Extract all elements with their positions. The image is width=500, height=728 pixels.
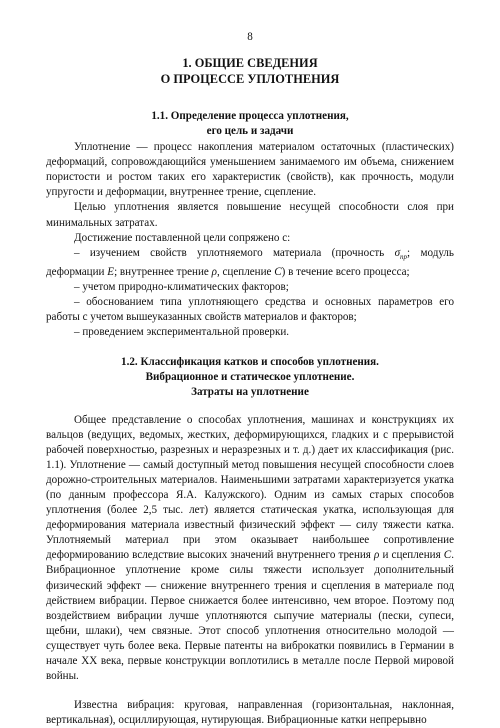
paragraph-goal: Целью уплотнения является повышение несущей способности слоя при минимальных затратах. [46,201,454,229]
list-item-experimental-check: – проведением экспериментальной проверки. [74,326,290,339]
list-item-compaction-means: – обоснованием типа уплотняющего средства и основных параметров его работы с учетом вышеуказанных свойств материалов и факторов; [46,296,454,324]
section-1-2-title-line-1: 1.2. Классификация катков и способов уплотнения. [121,355,379,368]
section-1-1-title [46,109,454,139]
page-number: 8 [247,31,253,43]
rho-symbol: ρ [211,266,217,279]
paragraph-classification: Общее представление о способах уплотнения, машинах и конструкциях их вальцов (ведущих, ведомых, жестких, деформирующихся, гладких и с прерывистой рабочей поверхностью, разрезных и неразрезных и т. д.) дает их классификация (рис. 1.1). Уплотнение — самый доступный метод повышения несущей способности слоев дорожно-строительных материалов. Наименьшими затратами характеризуется укатка (по данным профессора Я.А. Калужского). Одним из самых старых способов уплотнения (более 2,5 тыс. лет) является статическая укатка, использующая для деформирования материала известный физический эффект — силу тяжести катка. Уплотняемый материал при этом оказывает наибольшее сопротивление деформированию вследствие высоких значений внутреннего трения ρ и сцепления C. Вибрационное уплотнение кроме силы тяжести использует дополнительный физический эффект — снижение внутреннего трения и сцепления в материале под действием вибрации. Первое снижается более интенсивно, чем второе. Поэтому под воздействием вибрации лучше уплотняются сыпучие материалы (пески, супеси, щебни, шлаки), чем связные. Этот способ уплотнения относительно молодой — существует чуть более века. Первые патенты на виброкатки появились в Германии в начале XX века, первые конструкции воплотились в металле после Первой мировой войны. [46,413,454,683]
section-1-2-title-line-3: Затраты на уплотнение [191,385,309,398]
section-1-1-title-line-1: 1.1. Определение процесса уплотнения, [151,110,349,123]
section-1-2-title-line-2: Вибрационное и статическое уплотнение. [145,370,355,383]
list-item-climate: – учетом природно-климатических факторов; [74,281,289,294]
chapter-title [46,55,454,87]
rho-symbol: ρ [374,549,380,562]
cohesion-symbol: C [443,549,452,562]
sigma-subscript: пр [400,252,408,261]
sigma-symbol: σ [394,246,401,259]
section-1-1-title-line-2: его цель и задачи [206,125,294,138]
chapter-title-line-2: О ПРОЦЕССЕ УПЛОТНЕНИЯ [160,72,340,87]
modulus-symbol: E [107,266,115,279]
paragraph-achievement-intro: Достижение поставленной цели сопряжено с: [74,231,291,244]
paragraph-definition: Уплотнение — процесс накопления материалом остаточных (пластических) деформаций, сопровождающийся уменьшением занимаемого им объема, снижением пористости и ростом таких его характеристик (свойств), как прочность, модули упругости и деформации, внутреннее трение, сцепление. [46,141,454,199]
cohesion-symbol: C [274,266,282,279]
list-item-material-properties: – изучением свойств уплотняемого материала (прочность $\sigma_{пр}$; модуль деформации E; внутреннее трение ρ, сцепление C) в течение всего процесса; [46,246,454,279]
paragraph-vibration-types: Известна вибрация: круговая, направленная (горизонтальная, наклонная, вертикальная), осциллирующая, нутирующая. Вибрационные катки непрерывно [46,699,454,727]
chapter-title-line-1: 1. ОБЩИЕ СВЕДЕНИЯ [182,56,318,71]
section-1-2-title [46,355,454,400]
